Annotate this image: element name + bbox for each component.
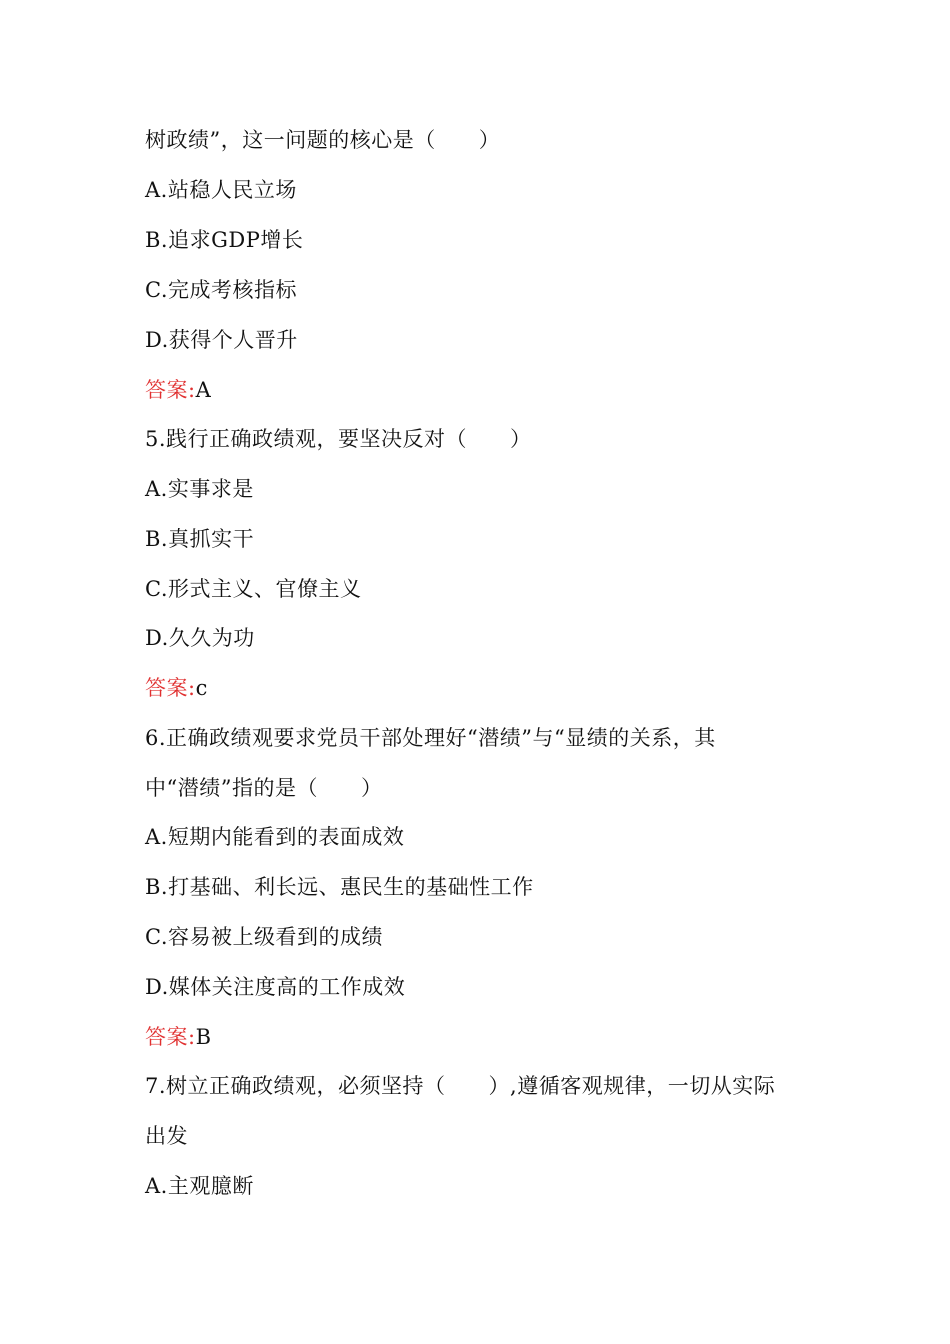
question-4-option-d: D.获得个人晋升 (145, 328, 298, 352)
question-5-answer (145, 674, 208, 702)
question-4-option-c: C.完成考核指标 (145, 278, 297, 302)
answer-label: 答案: (145, 1025, 196, 1049)
question-5-option-b: B.真抓实干 (145, 527, 255, 551)
answer-value: A (195, 378, 212, 402)
question-6-option-d: D.媒体关注度高的工作成效 (145, 975, 406, 999)
question-7-stem-line-2: 出发 (145, 1124, 188, 1148)
question-4-answer (145, 376, 211, 404)
answer-value: c (195, 676, 208, 700)
answer-value: B (195, 1025, 212, 1049)
question-4-option-a: A.站稳人民立场 (145, 178, 297, 202)
question-5-stem: 5.践行正确政绩观，要坚决反对（ ） (145, 427, 532, 451)
question-6-option-a: A.短期内能看到的表面成效 (145, 825, 405, 849)
question-6-stem-line-1: 6.正确政绩观要求党员干部处理好“潜绩”与“显绩的关系，其 (145, 726, 716, 750)
question-4-stem-continued: 树政绩”，这一问题的核心是（ ） (145, 128, 501, 152)
question-4-option-b: B.追求GDP增长 (145, 228, 304, 252)
answer-label: 答案: (145, 378, 196, 402)
question-5-option-c: C.形式主义、官僚主义 (145, 577, 362, 601)
question-6-answer (145, 1023, 212, 1051)
question-7-stem-line-1: 7.树立正确政绩观，必须坚持（ ）,遵循客观规律，一切从实际 (145, 1074, 776, 1098)
answer-label: 答案: (145, 676, 196, 700)
question-7-option-a: A.主观臆断 (145, 1174, 254, 1198)
question-5-option-d: D.久久为功 (145, 626, 255, 650)
question-5-option-a: A.实事求是 (145, 477, 254, 501)
question-6-option-b: B.打基础、利长远、惠民生的基础性工作 (145, 875, 534, 899)
question-6-option-c: C.容易被上级看到的成绩 (145, 925, 383, 949)
question-6-stem-line-2: 中“潜绩”指的是（ ） (145, 776, 383, 800)
